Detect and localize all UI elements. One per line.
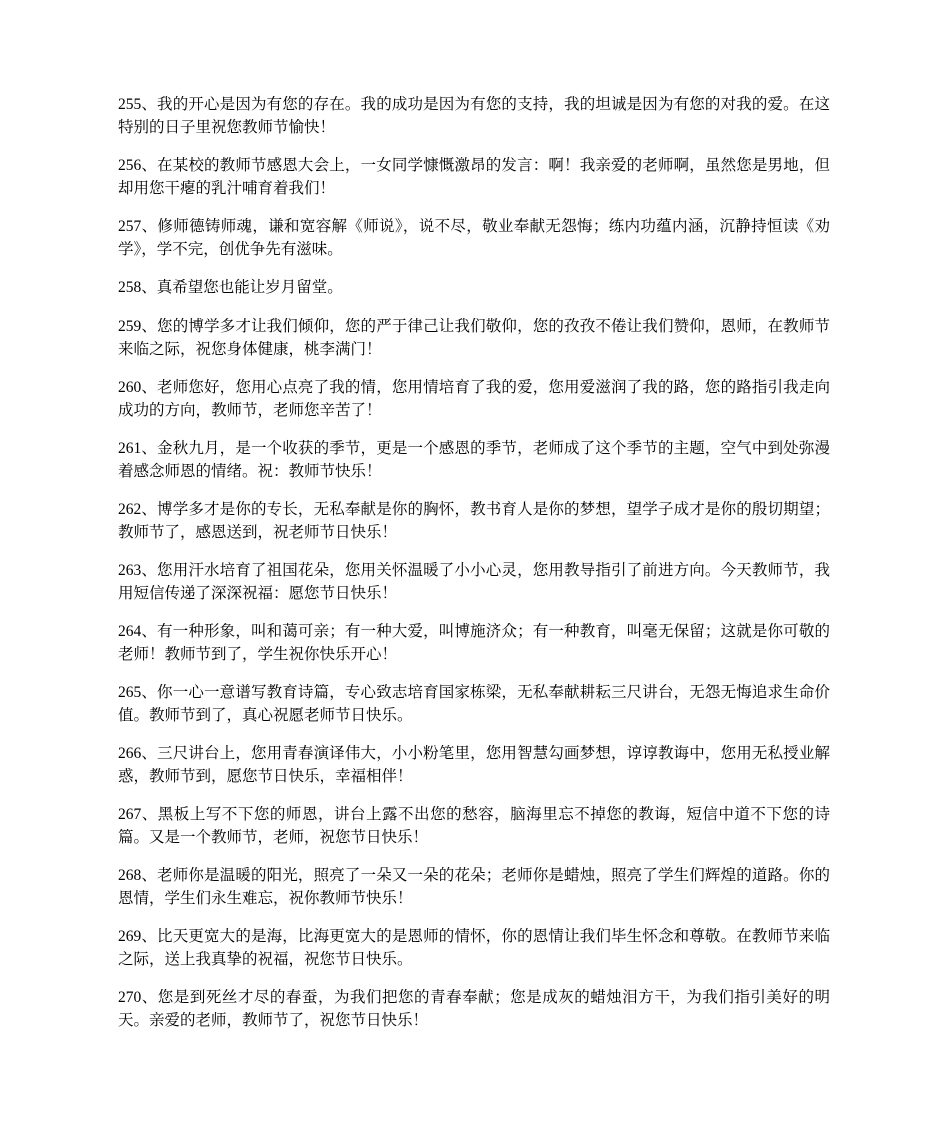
paragraph-number: 257 (118, 218, 142, 235)
paragraph-270 (118, 986, 830, 1031)
paragraph-263 (118, 559, 830, 604)
document-page (118, 93, 830, 1047)
paragraph-256 (118, 154, 830, 199)
paragraph-257 (118, 215, 830, 260)
paragraph-261 (118, 437, 830, 482)
paragraph-265 (118, 681, 830, 726)
paragraph-number: 267 (118, 806, 142, 823)
paragraph-260 (118, 376, 830, 421)
paragraph-number: 256 (118, 157, 142, 174)
paragraph-number: 262 (118, 501, 142, 518)
paragraph-number: 263 (118, 562, 142, 579)
paragraph-text: 、您是到死丝才尽的春蚕，为我们把您的青春奉献；您是成灰的蜡烛泪方干，为我们指引美好的明天。亲爱的老师，教师节了，祝您节日快乐！ (118, 988, 830, 1029)
paragraph-number: 260 (118, 379, 142, 396)
paragraph-number: 268 (118, 867, 142, 884)
paragraph-text: 、你一心一意谱写教育诗篇，专心致志培育国家栋梁，无私奉献耕耘三尺讲台，无怨无悔追求生命价值。教师节到了，真心祝愿老师节日快乐。 (118, 683, 830, 724)
paragraph-267 (118, 803, 830, 848)
paragraph-text: 、三尺讲台上，您用青春演译伟大，小小粉笔里，您用智慧勾画梦想，谆谆教诲中，您用无私授业解惑，教师节到，愿您节日快乐，幸福相伴！ (118, 744, 830, 785)
paragraph-268 (118, 864, 830, 909)
paragraph-number: 264 (118, 623, 142, 640)
paragraph-number: 269 (118, 928, 142, 945)
paragraph-text: 、真希望您也能让岁月留堂。 (141, 278, 343, 296)
paragraph-number: 255 (118, 96, 142, 113)
paragraph-text: 、我的开心是因为有您的存在。我的成功是因为有您的支持，我的坦诚是因为有您的对我的爱。在这特别的日子里祝您教师节愉快！ (118, 95, 830, 136)
paragraph-number: 265 (118, 684, 142, 701)
paragraph-number: 258 (118, 279, 142, 296)
paragraph-text: 、修师德铸师魂，谦和宽容解《师说》，说不尽，敬业奉献无怨悔；练内功蕴内涵，沉静持恒读《劝学》，学不完，创优争先有滋味。 (118, 217, 830, 258)
paragraph-255 (118, 93, 830, 138)
paragraph-text: 、黑板上写不下您的师恩，讲台上露不出您的愁容，脑海里忘不掉您的教诲，短信中道不下您的诗篇。又是一个教师节，老师，祝您节日快乐！ (118, 805, 830, 846)
paragraph-number: 261 (118, 440, 142, 457)
paragraph-text: 、在某校的教师节感恩大会上，一女同学慷慨激昂的发言：啊！我亲爱的老师啊，虽然您是男地，但却用您干瘪的乳汁哺育着我们！ (118, 156, 830, 197)
paragraph-text: 、您的博学多才让我们倾仰，您的严于律己让我们敬仰，您的孜孜不倦让我们赞仰，恩师，在教师节来临之际，祝您身体健康，桃李满门！ (118, 317, 830, 358)
paragraph-number: 266 (118, 745, 142, 762)
paragraph-text: 、博学多才是你的专长，无私奉献是你的胸怀，教书育人是你的梦想，望学子成才是你的殷切期望；教师节了，感恩送到，祝老师节日快乐！ (118, 500, 830, 541)
paragraph-number: 270 (118, 989, 142, 1006)
paragraph-258 (118, 276, 830, 299)
paragraph-text: 、老师你是温暖的阳光，照亮了一朵又一朵的花朵；老师你是蜡烛，照亮了学生们辉煌的道路。你的恩情，学生们永生难忘，祝你教师节快乐！ (118, 866, 830, 907)
paragraph-text: 、老师您好，您用心点亮了我的情，您用情培育了我的爱，您用爱滋润了我的路，您的路指引我走向成功的方向，教师节，老师您辛苦了！ (118, 378, 830, 419)
paragraph-259 (118, 315, 830, 360)
paragraph-262 (118, 498, 830, 543)
paragraph-text: 、比天更宽大的是海，比海更宽大的是恩师的情怀，你的恩情让我们毕生怀念和尊敬。在教师节来临之际，送上我真挚的祝福，祝您节日快乐。 (118, 927, 830, 968)
paragraph-266 (118, 742, 830, 787)
paragraph-text: 、有一种形象，叫和蔼可亲；有一种大爱，叫博施济众；有一种教育，叫毫无保留；这就是你可敬的老师！教师节到了，学生祝你快乐开心！ (118, 622, 830, 663)
paragraph-text: 、金秋九月，是一个收获的季节，更是一个感恩的季节，老师成了这个季节的主题，空气中到处弥漫着感念师恩的情绪。祝：教师节快乐！ (118, 439, 830, 480)
paragraph-269 (118, 925, 830, 970)
paragraph-number: 259 (118, 318, 142, 335)
paragraph-text: 、您用汗水培育了祖国花朵，您用关怀温暖了小小心灵，您用教导指引了前进方向。今天教师节，我用短信传递了深深祝福：愿您节日快乐！ (118, 561, 830, 602)
paragraph-264 (118, 620, 830, 665)
